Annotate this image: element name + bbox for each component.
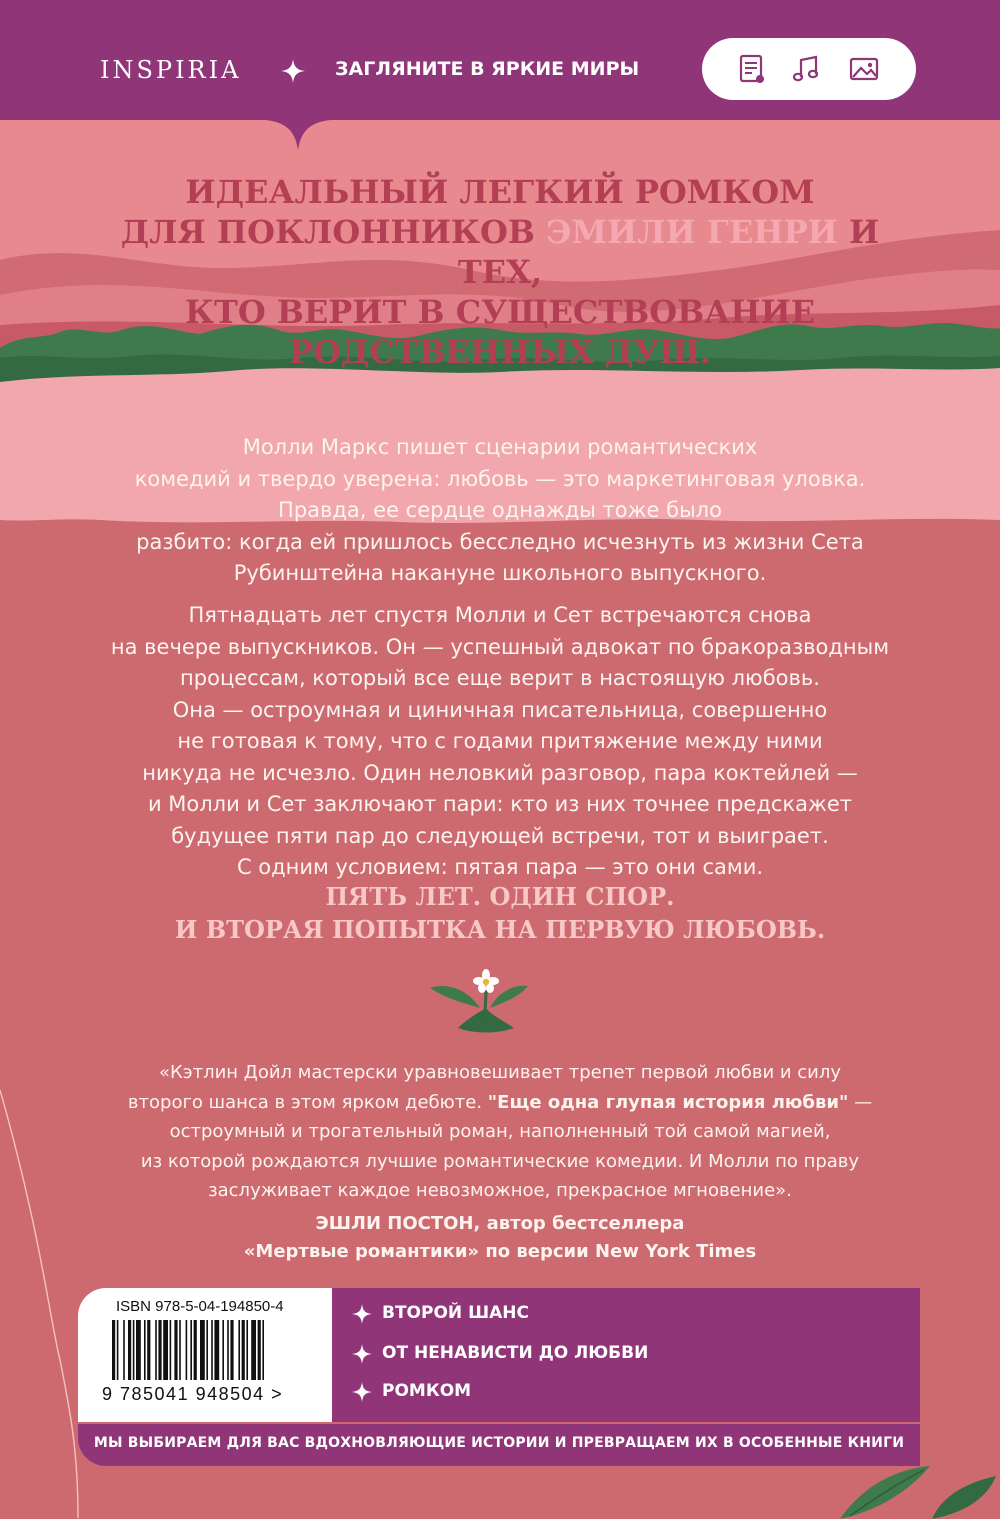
- pull-quote-line: КТО ВЕРИТ В СУЩЕСТВОВАНИЕ: [184, 293, 816, 331]
- barcode-bar: [251, 1320, 256, 1380]
- barcode-bar: [186, 1320, 188, 1380]
- pull-quote-line: РОДСТВЕННЫХ ДУШ.: [288, 333, 712, 371]
- barcode-bar: [230, 1320, 233, 1380]
- media-icons-pill: [702, 38, 916, 100]
- barcode-bar: [147, 1320, 150, 1380]
- barcode-bar: [179, 1320, 181, 1380]
- barcode-bar: [258, 1320, 261, 1380]
- barcode-bar: [222, 1320, 224, 1380]
- isbn-label: ISBN 978-5-04-194850-4: [116, 1298, 284, 1315]
- author-highlight: ЭМИЛИ ГЕНРИ: [546, 213, 838, 251]
- barcode-bar: [112, 1320, 115, 1380]
- barcode-bar: [246, 1320, 248, 1380]
- barcode-bar: [200, 1320, 205, 1380]
- ebook-icon[interactable]: [736, 53, 768, 85]
- footer-bar: [78, 1424, 920, 1466]
- sparkle-icon: [280, 58, 306, 84]
- pull-quote-line: ДЛЯ ПОКЛОННИКОВ ЭМИЛИ ГЕНРИ И ТЕХ,: [120, 213, 880, 291]
- genre-tags: ВТОРОЙ ШАНС ОТ НЕНАВИСТИ ДО ЛЮБВИ РОМКОМ: [332, 1288, 920, 1422]
- pull-quote-line: ИДЕАЛЬНЫЙ ЛЕГКИЙ РОМКОМ: [185, 173, 815, 211]
- barcode-bar: [158, 1320, 161, 1380]
- barcode-bar: [144, 1320, 146, 1380]
- barcode-digits: 9 785041 948504 >: [102, 1384, 284, 1404]
- image-icon[interactable]: [848, 53, 880, 85]
- sparkle-icon: [352, 1304, 372, 1324]
- footer-text: МЫ ВЫБИРАЕМ ДЛЯ ВАС ВДОХНОВЛЯЮЩИЕ ИСТОРИИ И ПРЕВРАЩАЕМ ИХ В ОСОБЕННЫЕ КНИГИ: [93, 1435, 905, 1451]
- pull-quote: [90, 172, 910, 372]
- music-note-icon[interactable]: [790, 53, 822, 85]
- sparkle-icon: [352, 1382, 372, 1402]
- book-title: "Еще одна глупая история любви": [487, 1091, 849, 1113]
- synopsis-paragraph-2: Пятнадцать лет спустя Молли и Сет встречаются снова на вечере выпускников. Он — успешный адвокат по бракоразводным процессам, который все еще верит в настоящую любовь. Она — остроумная и циничная писательница, совершенно не готовая к тому, что с годами притяжение между ними никуда не исчезло. Один неловкий разговор, пара коктейлей — и Молли и Сет заключают пари: кто из них точнее предскажет будущее пяти пар до следующей встречи, тот и выиграет. С одним условием: пятая пара — это они сами.: [110, 603, 890, 879]
- barcode-bar: [133, 1320, 135, 1380]
- leaves-illustration: [820, 1440, 1000, 1519]
- tagline: ЗАГЛЯНИТЕ В ЯРКИЕ МИРЫ: [335, 58, 640, 80]
- barcode-bar: [211, 1320, 213, 1380]
- barcode-bar: [170, 1320, 172, 1380]
- barcode-bar: [163, 1320, 168, 1380]
- review-author: ЭШЛИ ПОСТОН, автор бестселлера «Мертвые романтики» по версии New York Times: [243, 1213, 757, 1262]
- barcode-bar: [155, 1320, 157, 1380]
- flower-illustration: [428, 968, 544, 1040]
- barcode-bar: [190, 1320, 192, 1380]
- barcode-bar: [262, 1320, 264, 1380]
- barcode-bar: [227, 1320, 229, 1380]
- barcode-bar: [128, 1320, 131, 1380]
- barcode-bar: [136, 1320, 141, 1380]
- barcode-bar: [194, 1320, 197, 1380]
- barcode-bar: [174, 1320, 177, 1380]
- barcode-bar: [117, 1320, 119, 1380]
- barcode: [112, 1320, 312, 1380]
- barcode-bar: [206, 1320, 208, 1380]
- sparkle-icon: [352, 1344, 372, 1364]
- publisher-logo: INSPIRIA: [100, 56, 242, 84]
- synopsis-paragraph-1: Молли Маркс пишет сценарии романтических комедий и твердо уверена: любовь — это маркетинговая уловка. Правда, ее сердце однажды тоже было разбито: когда ей пришлось бесследно исчезнуть из жизни Сета Рубинштейна накануне школьного выпускного.: [134, 435, 866, 585]
- barcode-bar: [242, 1320, 245, 1380]
- barcode-bar: [238, 1320, 240, 1380]
- barcode-bar: [214, 1320, 219, 1380]
- barcode-card: [78, 1288, 332, 1422]
- review-quote: «Кэтлин Дойл мастерски уравновешивает трепет первой любви и силу второго шанса в этом ярком дебюте. "Еще одна глупая история любви" — остроумный и трогательный роман, наполненный той самой магией, из которой рождаются лучшие романтические комедии. И Молли по праву заслуживает каждое невозможное, прекрасное мгновение».: [127, 1062, 873, 1201]
- slogan: ПЯТЬ ЛЕТ. ОДИН СПОР. И ВТОРАЯ ПОПЫТКА НА ПЕРВУЮ ЛЮБОВЬ.: [174, 882, 826, 944]
- barcode-bar: [123, 1320, 125, 1380]
